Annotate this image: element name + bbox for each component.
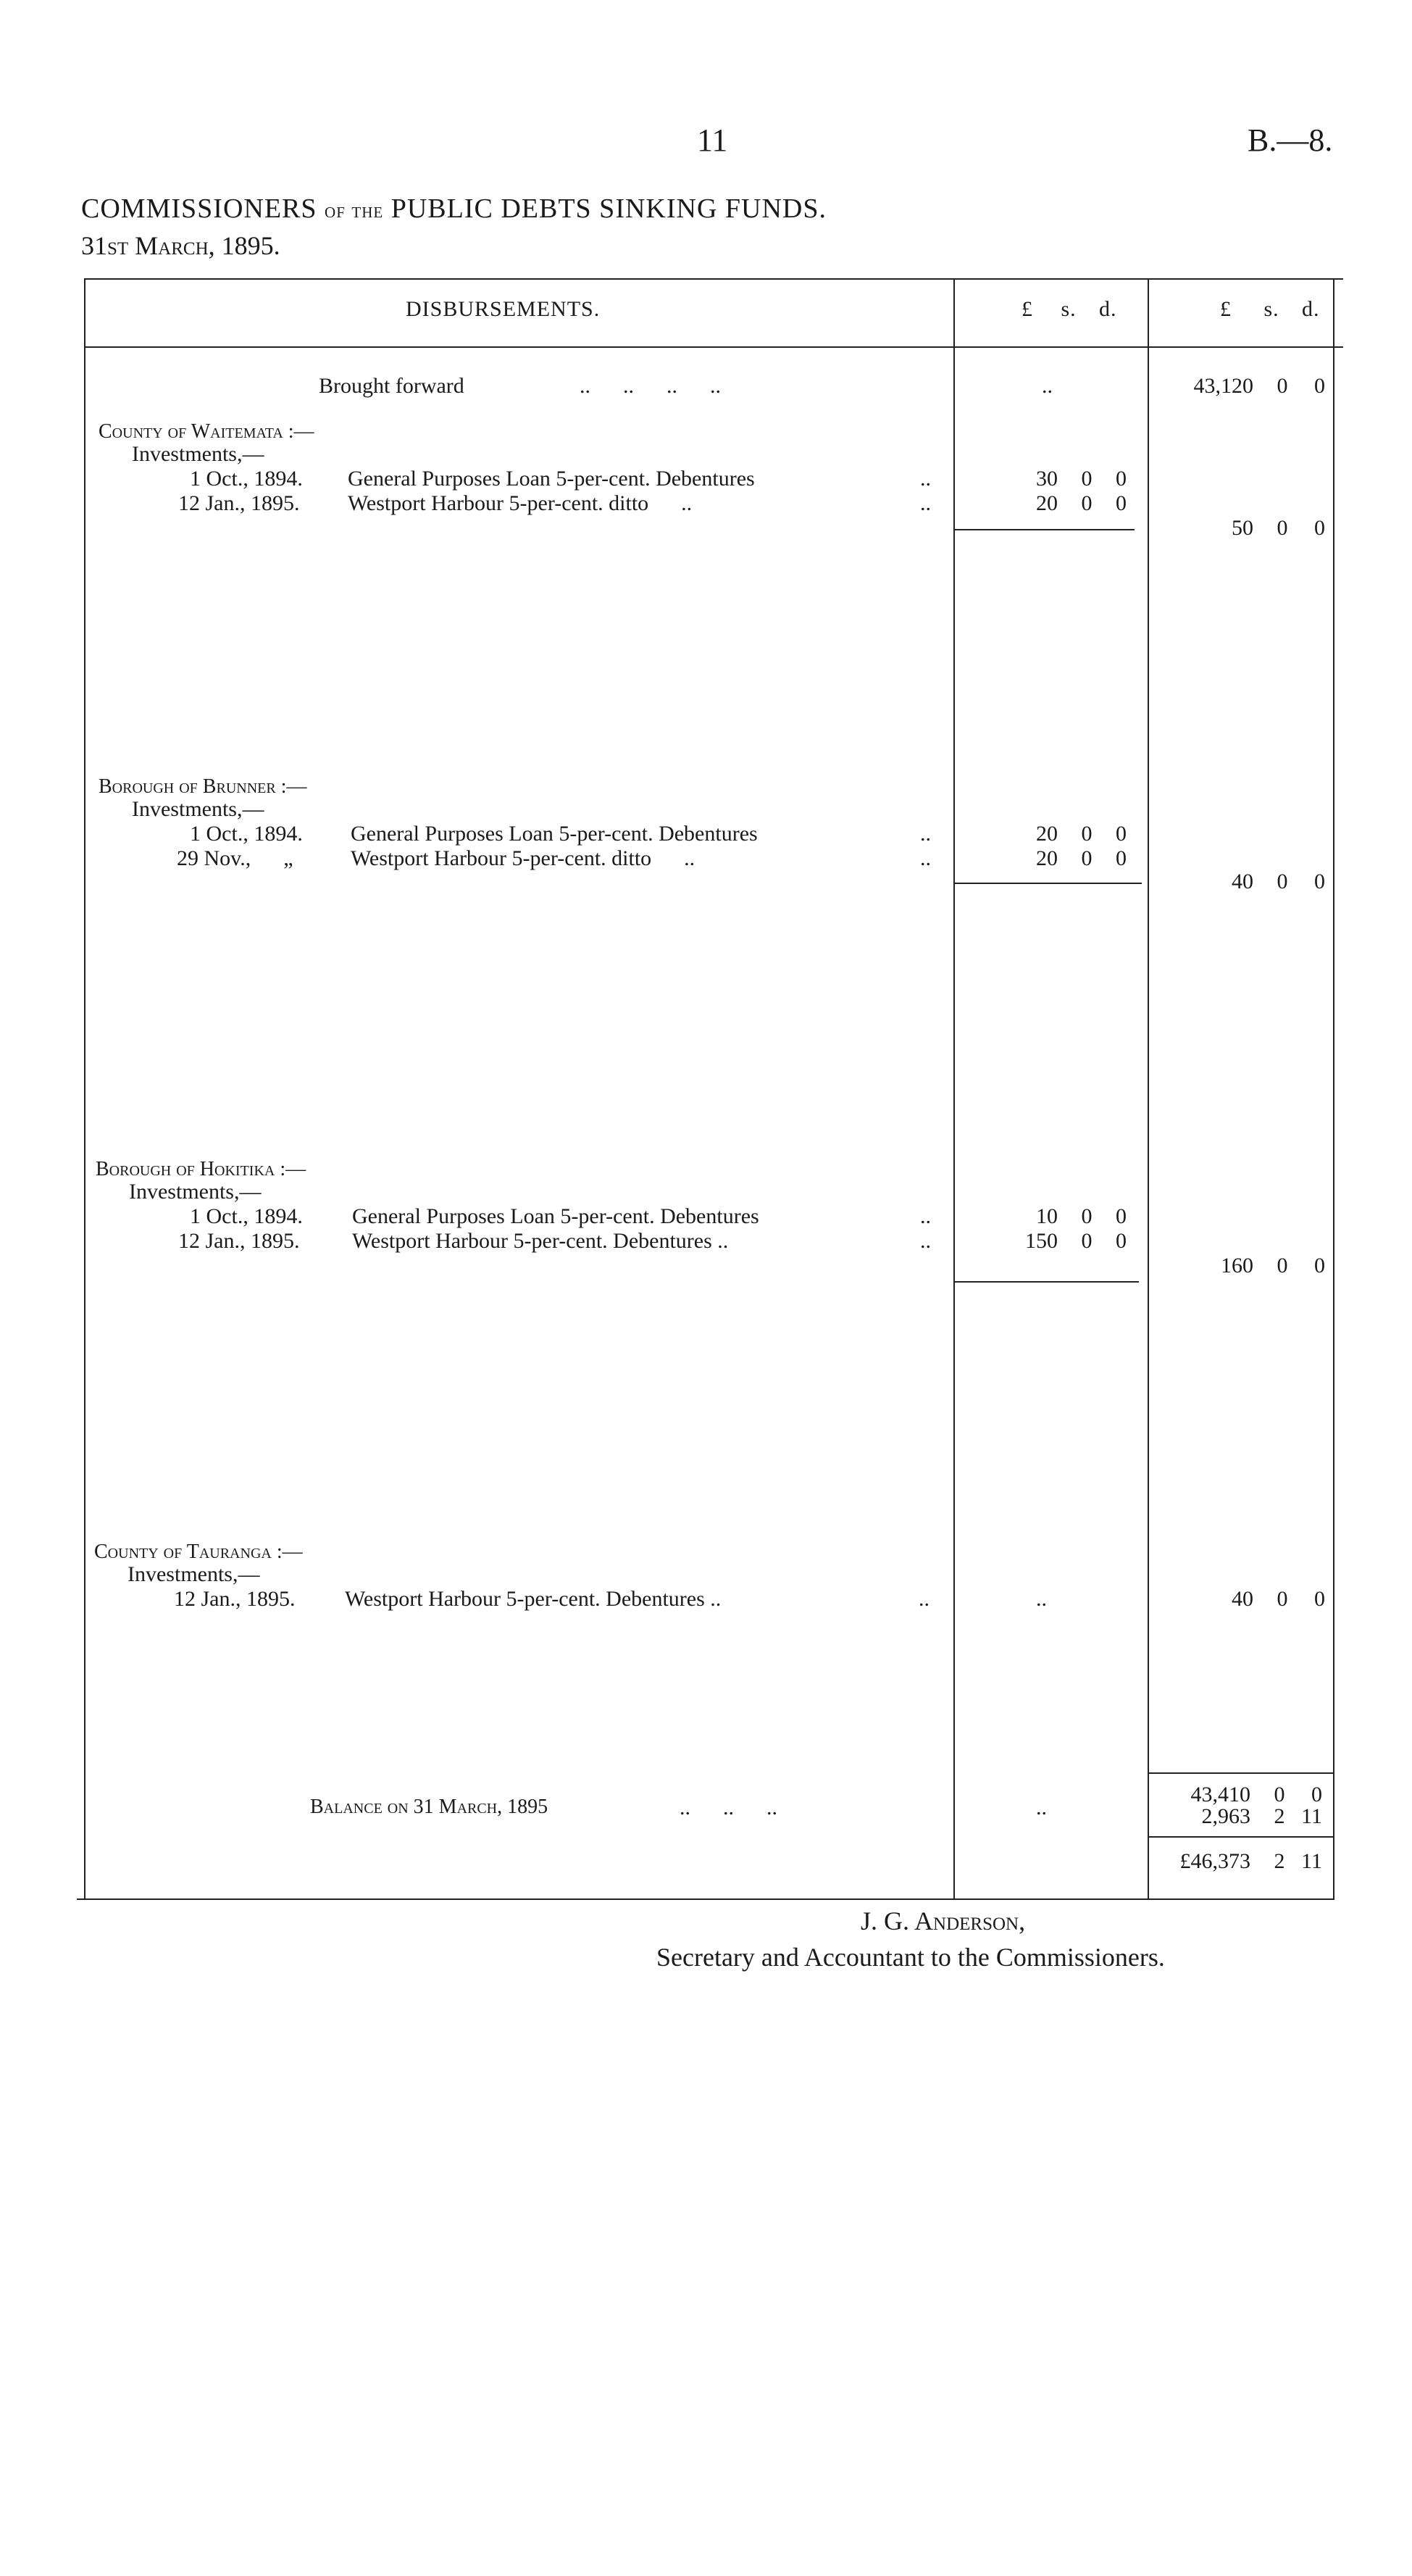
subtotal-amount: [1156, 1783, 1320, 1807]
section-total: [1159, 1254, 1323, 1278]
amount-shillings: 0: [1277, 516, 1288, 540]
signatory-title: Secretary and Accountant to the Commissioners.: [656, 1943, 1165, 1972]
amount-pence: 0: [1116, 846, 1127, 870]
amount-pence: 0: [1116, 491, 1127, 515]
detail-shillings-heading: s.: [1061, 297, 1077, 321]
row-date: 1 Oct., 1894.: [190, 467, 303, 491]
row-description: Westport Harbour 5-per-cent. Debentures ..: [345, 1587, 722, 1611]
column-heading-detail: [1022, 297, 1117, 322]
amount-pence: 0: [1116, 822, 1127, 846]
row-date: 29 Nov., „: [177, 846, 293, 870]
amount-pounds: 50: [1232, 516, 1253, 540]
amount-pounds: 2,963: [1201, 1804, 1250, 1828]
row-date: 1 Oct., 1894.: [190, 1204, 303, 1228]
amount-pounds: 160: [1221, 1254, 1253, 1277]
amount-pence: 0: [1116, 1204, 1127, 1228]
row-leaders: ..: [920, 1204, 931, 1228]
amount-pounds: 10: [1036, 1204, 1058, 1228]
amount-pence: 11: [1301, 1804, 1322, 1828]
total-column-left-rule: [1148, 278, 1149, 1900]
section-total: [1159, 516, 1323, 541]
table-left-border: [84, 278, 85, 1900]
section-subheading: Investments,—: [128, 1562, 260, 1586]
page-number: 11: [697, 122, 728, 158]
amount-pounds: 30: [1036, 467, 1058, 491]
balance-amount: [1156, 1804, 1320, 1829]
row-description: Westport Harbour 5-per-cent. ditto ..: [351, 846, 695, 870]
amount-pence: 0: [1314, 374, 1325, 398]
grand-total-amount: [1156, 1849, 1320, 1874]
amount-shillings: 2: [1274, 1849, 1285, 1873]
section-heading: Borough of Brunner :—: [99, 775, 307, 798]
section-total: [1159, 1587, 1323, 1612]
amount-pence: 0: [1314, 1587, 1325, 1611]
sum-rule: [955, 1281, 1139, 1283]
amount-pence: 0: [1116, 467, 1127, 491]
row-leaders: ..: [920, 1229, 931, 1253]
amount-pounds: 20: [1036, 846, 1058, 870]
table-bottom-rule: [77, 1898, 1334, 1900]
total-pence-heading: d.: [1302, 297, 1320, 321]
amount-pounds: £46,373: [1179, 1849, 1250, 1873]
row-date: 12 Jan., 1895.: [174, 1587, 296, 1611]
amount-shillings: 0: [1277, 374, 1288, 398]
row-leaders: ..: [920, 822, 931, 846]
row-description: Westport Harbour 5-per-cent. Debentures ..: [352, 1229, 729, 1253]
amount-pence: 11: [1301, 1849, 1322, 1873]
amount-shillings: 0: [1081, 1204, 1093, 1228]
amount-pounds: 20: [1036, 491, 1058, 515]
row-amount: [971, 846, 1127, 871]
detail-pounds-heading: £: [1022, 297, 1033, 321]
balance-leaders: .. .. ..: [680, 1796, 777, 1820]
row-date: 12 Jan., 1895.: [178, 1229, 300, 1253]
amount-shillings: 0: [1277, 870, 1288, 893]
row-date: 1 Oct., 1894.: [190, 822, 303, 846]
column-heading-disbursements: DISBURSEMENTS.: [406, 297, 601, 321]
row-description: General Purposes Loan 5-per-cent. Debentures: [351, 822, 758, 846]
sum-rule: [955, 883, 1142, 884]
brought-forward-total: [1159, 374, 1323, 399]
row-leaders: ..: [919, 1587, 930, 1611]
brought-forward-label: Brought forward: [319, 374, 464, 398]
detail-pence-heading: d.: [1099, 297, 1117, 321]
grand-total-rule: [1149, 1836, 1334, 1838]
section-subheading: Investments,—: [129, 1180, 262, 1204]
amount-shillings: 0: [1081, 822, 1093, 846]
document-reference: B.—8.: [1248, 122, 1333, 158]
balance-detail-leaders: ..: [1036, 1796, 1047, 1820]
row-amount: [971, 1229, 1127, 1254]
row-amount: [971, 467, 1127, 491]
amount-shillings: 0: [1277, 1587, 1288, 1611]
title-part-3: PUBLIC DEBTS SINKING FUNDS.: [390, 193, 827, 224]
row-amount: [971, 822, 1127, 846]
amount-pence: 0: [1116, 1229, 1127, 1253]
title-part-2: of the: [325, 199, 384, 222]
section-heading: Borough of Hokitika :—: [96, 1158, 306, 1180]
sum-rule: [955, 529, 1135, 530]
total-shillings-heading: s.: [1263, 297, 1279, 321]
section-subheading: Investments,—: [132, 797, 264, 821]
section-total: [1159, 870, 1323, 894]
amount-pounds: 150: [1025, 1229, 1058, 1253]
amount-pence: 0: [1314, 516, 1325, 540]
amount-shillings: 0: [1081, 491, 1093, 515]
amount-shillings: 0: [1274, 1783, 1285, 1806]
amount-pounds: 20: [1036, 822, 1058, 846]
amount-shillings: 0: [1081, 846, 1093, 870]
row-detail-leaders: ..: [1036, 1587, 1047, 1611]
amount-shillings: 0: [1081, 467, 1093, 491]
table-top-rule: [85, 278, 1343, 280]
row-amount: [971, 1204, 1127, 1229]
brought-forward-detail-leaders: ..: [1042, 374, 1053, 398]
page-date: 31st March, 1895.: [81, 231, 280, 260]
page-title: [81, 193, 827, 225]
row-description: General Purposes Loan 5-per-cent. Debentures: [348, 467, 755, 491]
table-header-rule: [85, 346, 1343, 348]
section-heading: County of Waitemata :—: [99, 420, 314, 443]
section-heading: County of Tauranga :—: [94, 1541, 303, 1563]
amount-pence: 0: [1314, 1254, 1325, 1277]
amount-pence: 0: [1311, 1783, 1322, 1806]
amount-pounds: 43,120: [1193, 374, 1253, 398]
row-amount: [971, 491, 1127, 516]
row-date: 12 Jan., 1895.: [178, 491, 300, 515]
title-part-1: COMMISSIONERS: [81, 193, 317, 224]
amount-pounds: 43,410: [1190, 1783, 1250, 1806]
section-subheading: Investments,—: [132, 442, 264, 466]
signatory-name: J. G. Anderson,: [861, 1906, 1026, 1935]
amount-pounds: 40: [1232, 870, 1253, 893]
detail-column-left-rule: [953, 278, 955, 1900]
row-leaders: ..: [920, 467, 931, 491]
amount-shillings: 2: [1274, 1804, 1285, 1828]
subtotal-rule: [1149, 1772, 1334, 1774]
amount-shillings: 0: [1081, 1229, 1093, 1253]
row-description: Westport Harbour 5-per-cent. ditto ..: [348, 491, 693, 515]
amount-shillings: 0: [1277, 1254, 1288, 1277]
row-leaders: ..: [920, 491, 931, 515]
column-heading-total: [1220, 297, 1320, 322]
balance-label: Balance on 31 March, 1895: [310, 1796, 548, 1818]
row-leaders: ..: [920, 846, 931, 870]
amount-pounds: 40: [1232, 1587, 1253, 1611]
amount-pence: 0: [1314, 870, 1325, 893]
brought-forward-leaders: .. .. .. ..: [580, 374, 721, 398]
table-right-border: [1333, 278, 1334, 1900]
total-pounds-heading: £: [1220, 297, 1232, 321]
row-description: General Purposes Loan 5-per-cent. Debentures: [352, 1204, 759, 1228]
